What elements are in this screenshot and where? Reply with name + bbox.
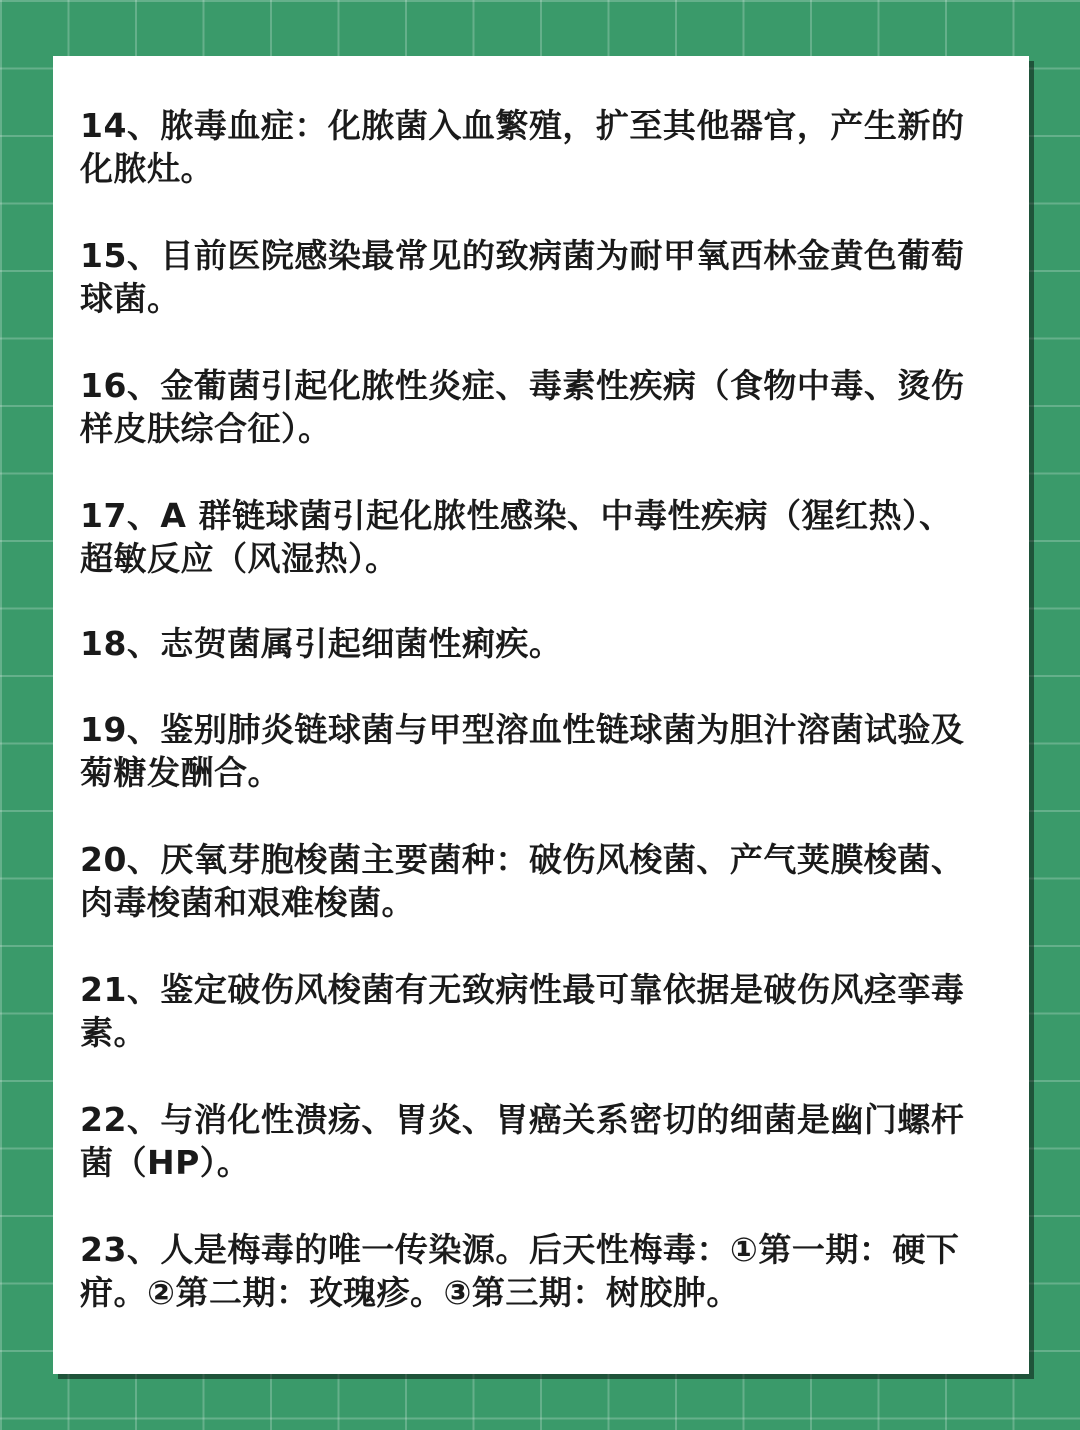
note-item-20: 20、厌氧芽胞梭菌主要菌种：破伤风梭菌、产气荚膜梭菌、肉毒梭菌和艰难梭菌。	[80, 840, 965, 922]
note-item-16: 16、金葡菌引起化脓性炎症、毒素性疾病（食物中毒、烫伤样皮肤综合征）。	[80, 366, 965, 448]
note-item-22: 22、与消化性溃疡、胃炎、胃癌关系密切的细菌是幽门螺杆菌（HP）。	[80, 1100, 965, 1182]
note-item-18: 18、志贺菌属引起细菌性痢疾。	[80, 624, 563, 663]
note-item-14: 14、脓毒血症：化脓菌入血繁殖，扩至其他器官，产生新的化脓灶。	[80, 106, 965, 188]
note-item-19: 19、鉴别肺炎链球菌与甲型溶血性链球菌为胆汁溶菌试验及菊糖发酬合。	[80, 710, 965, 792]
note-item-23: 23、人是梅毒的唯一传染源。后天性梅毒：①第一期：硬下疳。②第二期：玫瑰疹。③第三期：树胶肿。	[80, 1230, 960, 1312]
note-item-21: 21、鉴定破伤风梭菌有无致病性最可靠依据是破伤风痉挛毒素。	[80, 970, 965, 1052]
notes-card	[53, 56, 1029, 1374]
note-item-15: 15、目前医院感染最常见的致病菌为耐甲氧西林金黄色葡萄球菌。	[80, 236, 965, 318]
note-item-17: 17、A 群链球菌引起化脓性感染、中毒性疾病（猩红热）、超敏反应（风湿热）。	[80, 496, 953, 578]
